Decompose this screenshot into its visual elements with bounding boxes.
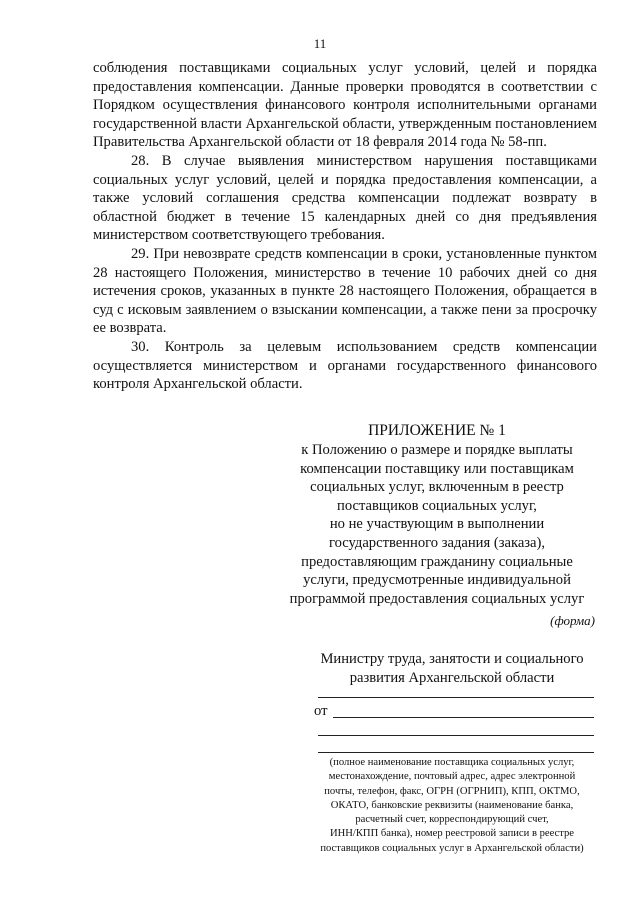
appendix-line: к Положению о размере и порядке выплаты	[301, 442, 573, 458]
page-number: 11	[313, 36, 327, 51]
appendix-line: предоставляющим гражданину социальные	[301, 553, 573, 570]
form-label: (форма)	[550, 613, 595, 628]
addressee	[300, 650, 604, 687]
paragraph-28: 28. В случае выявления министерством нарушения поставщиками социальных услуг условий, целей и порядка предоставления компенсации, а также условий соглашения средства компенсации подлежат возврату в областной бюджет в течение 15 календарных дней со дня предъявления министерством соответствующего требования.	[93, 152, 597, 244]
addressee-line-2: развития Архангельской области	[349, 669, 555, 686]
document-body	[93, 59, 597, 394]
addressee-line-1: Министру труда, занятости и социального	[320, 651, 584, 667]
paragraph-30: 30. Контроль за целевым использованием средств компенсации осуществляется министерством и органами государственного финансового контроля Архангельской области.	[93, 338, 597, 393]
appendix-line: социальных услуг, включенным в реестр	[310, 479, 564, 496]
paragraph-continuation: соблюдения поставщиками социальных услуг условий, целей и порядка предоставления компенсации. Данные проверки проводятся в соответствии с Порядком осуществления финансового контроля исполнительными органами государственной власти Архангельской области, утвержденным постановлением Правительства Архангельской области от 18 февраля 2014 года № 58-пп.	[93, 60, 597, 151]
appendix-line: но не участвующим в выполнении	[329, 516, 545, 533]
hint-line: расчетный счет, корреспондирующий счет,	[355, 814, 549, 826]
fill-line-1[interactable]	[318, 697, 594, 698]
appendix-title: ПРИЛОЖЕНИЕ № 1	[368, 422, 506, 439]
appendix-line: поставщиков социальных услуг,	[337, 497, 537, 514]
hint-line: почты, телефон, факс, ОГРН (ОГРНИП), КПП, ОКТМО,	[324, 785, 580, 797]
hint-line: (полное наименование поставщика социальных услуг,	[329, 757, 575, 768]
hint-line: ИНН/КПП банка), номер реестровой записи в реестре	[329, 828, 575, 840]
hint-line: местонахождение, почтовый адрес, адрес электронной	[328, 771, 576, 783]
fill-line-4[interactable]	[318, 752, 594, 753]
appendix-line: программой предоставления социальных услуг	[289, 590, 585, 607]
from-label: от	[314, 703, 328, 719]
appendix-line: услуги, предусмотренные индивидуальной	[303, 572, 571, 589]
hint-line: ОКАТО, банковские реквизиты (наименование банка,	[330, 799, 574, 811]
hint-line: поставщиков социальных услуг в Архангельской области)	[320, 842, 584, 854]
fill-line-3[interactable]	[318, 735, 594, 736]
appendix-line: государственного задания (заказа),	[328, 534, 546, 551]
appendix-header	[270, 421, 604, 608]
paragraph-29: 29. При невозврате средств компенсации в сроки, установленные пунктом 28 настоящего Положения, министерство в течение 10 рабочих дней со дня истечения сроков, указанных в пункте 28 настоящего Положения, обращается в суд с исковым заявлением о взыскании компенсации, а также пени за просрочку ее возврата.	[93, 245, 597, 337]
appendix-line: компенсации поставщику или поставщикам	[300, 460, 574, 477]
fill-hint	[300, 756, 604, 856]
fill-line-2[interactable]	[333, 717, 594, 718]
